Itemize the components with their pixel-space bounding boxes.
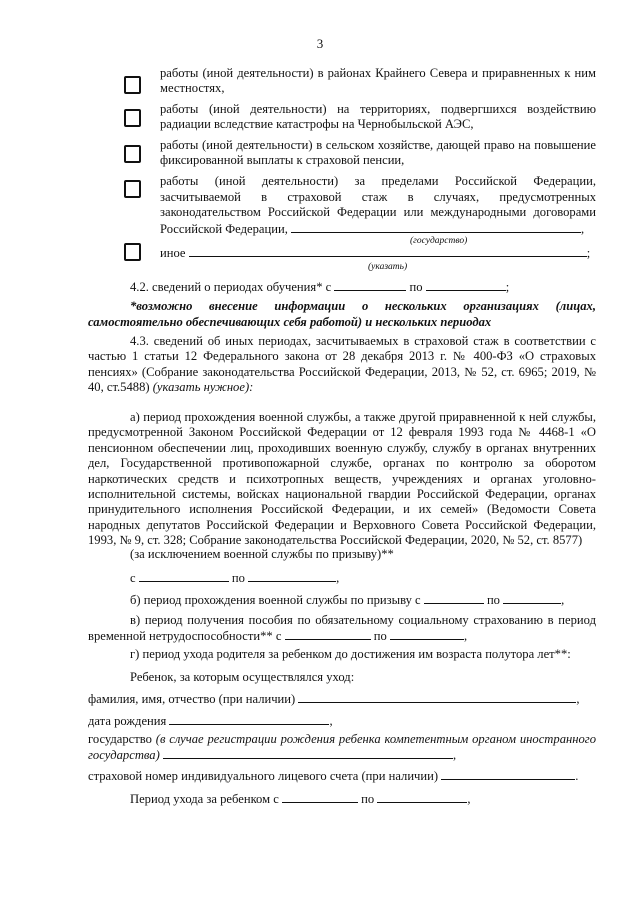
item-v-row: в) период получения пособия по обязательному социальному страхованию в период временной нетрудоспособности** с по ,: [88, 613, 596, 643]
option-chernobyl-text: работы (иной деятельности) на территориях, подвергшихся воздействию радиации вследствие катастрофы на Чернобыльской АЭС,: [160, 102, 596, 131]
item-v-to-field[interactable]: [390, 628, 464, 640]
fio-row: фамилия, имя, отчество (при наличии) ,: [88, 692, 580, 706]
child-state-field[interactable]: [163, 747, 453, 759]
item-v-from-field[interactable]: [285, 628, 371, 640]
care-period-row: Период ухода за ребенком с по ,: [130, 792, 471, 806]
state-row: государство (в случае регистрации рождения ребенка компетентным органом иностранного государства) ,: [88, 732, 596, 762]
section-4-2: 4.2. сведений о периодах обучения* с по ;: [130, 280, 510, 294]
item-a-to-field[interactable]: [248, 570, 336, 582]
option-other-row: иное ;: [160, 246, 591, 260]
checkbox-chernobyl[interactable]: [124, 109, 141, 127]
item-b-row: б) период прохождения военной службы по призыву с по ,: [130, 593, 565, 607]
dob-row: дата рождения ,: [88, 714, 333, 728]
item-a-from-field[interactable]: [139, 570, 229, 582]
checkbox-agriculture[interactable]: [124, 145, 141, 163]
item-b-to-field[interactable]: [503, 592, 561, 604]
page-number: 3: [316, 36, 324, 51]
s42-from-field[interactable]: [334, 279, 406, 291]
specify-caption: (указать): [368, 262, 408, 272]
option-far-north-text: работы (иной деятельности) в районах Крайнего Севера и приравненных к ним местностях,: [160, 66, 596, 95]
snils-field[interactable]: [441, 768, 575, 780]
intro-note: (указать нужное):: [152, 379, 254, 394]
snils-row: страховой номер индивидуального лицевого счета (при наличии) .: [88, 769, 579, 783]
option-other-text: иное: [160, 246, 186, 260]
item-a-text: а) период прохождения военной службы, а также другой приравненной к ней службы, предусмотренной Законом Российской Федерации от 12 февраля 1993 года № 4468-1 «О пенсионном обеспечении лиц, проходивших военную службу, службу в органах внутренних дел, Государственной противопожарной службе, органах по контролю за оборотом наркотических средств и психотропных веществ, учреждениях и органах уголовно-исполнительной системы, войсках национальной гвардии Российской Федерации, органах принудительного исполнения Российской Федерации, и их семей» (Ведомости Совета народных депутатов Российской Федерации и Верховного Совета Российской Федерации, 1993, № 9, ст. 328; Собрание законодательства Российской Федерации, 2020, № 52, ст. 8577): [88, 410, 596, 548]
abroad-state-field[interactable]: [291, 221, 581, 233]
s42-label: 4.2. сведений о периодах обучения* с: [130, 280, 332, 294]
dob-field[interactable]: [169, 713, 329, 725]
care-to-field[interactable]: [377, 791, 467, 803]
child-heading: Ребенок, за которым осуществлялся уход:: [130, 670, 355, 684]
option-abroad-text: работы (иной деятельности) за пределами Российской Федерации, засчитываемой в страховой стаж в случаях, предусмотренных законодательством Российской Федерации или международными договорами Российской Федерации, ,: [160, 174, 596, 236]
item-a-exclusion: (за исключением военной службы по призыву)**: [130, 547, 394, 561]
checkbox-other[interactable]: [124, 243, 141, 261]
fio-field[interactable]: [298, 691, 576, 703]
care-from-field[interactable]: [282, 791, 358, 803]
checkbox-far-north[interactable]: [124, 76, 141, 94]
s42-to-field[interactable]: [426, 279, 506, 291]
footnote: *возможно внесение информации о нескольких организациях (лицах, самостоятельно обеспечивающих себя работой) и нескольких периодах: [88, 299, 596, 329]
checkbox-abroad[interactable]: [124, 180, 141, 198]
item-b-from-field[interactable]: [424, 592, 484, 604]
section-4-3-intro: 4.3. сведений об иных периодах, засчитываемых в страховой стаж в соответствии с частью 1 статьи 12 Федерального закона от 28 декабря 2013 г. № 400-ФЗ «О страховых пенсиях» (Собрание законодательства Российской Федерации, 2013, № 52, ст. 6965; 2019, № 40, ст.5488) (указать нужное):: [88, 334, 596, 394]
state-caption: (государство): [410, 236, 468, 246]
s42-po: по: [409, 280, 423, 294]
item-g-text: г) период ухода родителя за ребенком до достижения им возраста полутора лет**:: [130, 647, 571, 661]
item-a-period-row: с по ,: [130, 571, 340, 585]
option-agriculture-text: работы (иной деятельности) в сельском хозяйстве, дающей право на повышение фиксированной выплаты к страховой пенсии,: [160, 138, 596, 167]
state-note: (в случае регистрации рождения ребенка компетентным органом иностранного государства): [88, 732, 596, 762]
other-specify-field[interactable]: [189, 245, 587, 257]
